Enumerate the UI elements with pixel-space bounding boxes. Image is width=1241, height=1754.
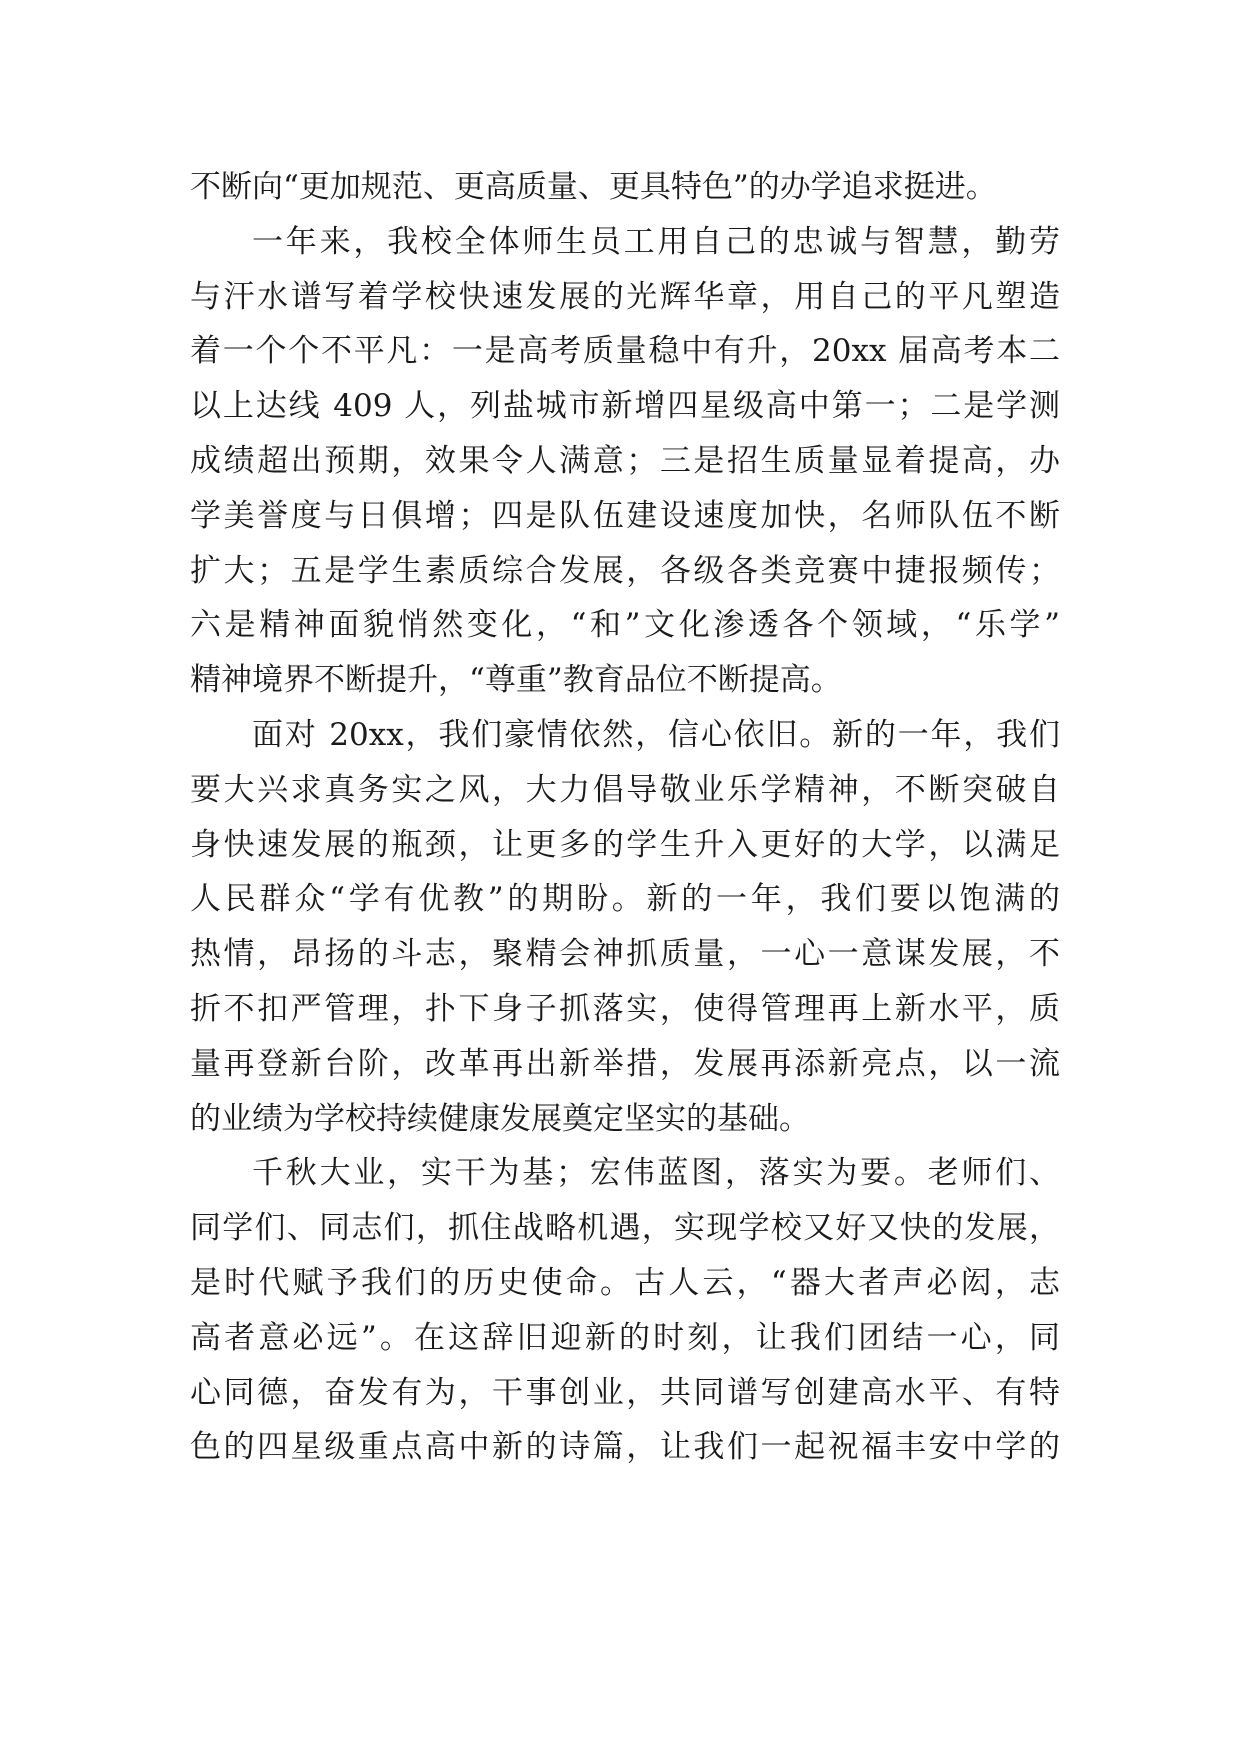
paragraph-line: 千秋大业，实干为基；宏伟蓝图，落实为要。老师们、 (252, 1155, 1060, 1192)
paragraph-line: 身快速发展的瓶颈，让更多的学生升入更好的大学，以满足 (190, 826, 1060, 863)
paragraph-line: 人民群众“学有优教”的期盼。新的一年，我们要以饱满的 (190, 881, 1060, 918)
paragraph-line: 面对 20xx，我们豪情依然，信心依旧。新的一年，我们 (252, 716, 1060, 753)
paragraph-line: 高者意必远”。在这辞旧迎新的时刻，让我们团结一心，同 (190, 1319, 1060, 1356)
paragraph-line: 学美誉度与日俱增；四是队伍建设速度加快，名师队伍不断 (190, 497, 1060, 534)
paragraph-line: 量再登新台阶，改革再出新举措，发展再添新亮点，以一流 (190, 1045, 1060, 1082)
paragraph-line: 着一个个不平凡：一是高考质量稳中有升，20xx 届高考本二 (190, 333, 1060, 370)
paragraph-line: 折不扣严管理，扑下身子抓落实，使得管理再上新水平，质 (190, 990, 1060, 1027)
document-body (190, 160, 1060, 1475)
paragraph-line: 同学们、同志们，抓住战略机遇，实现学校又好又快的发展， (190, 1210, 1060, 1247)
paragraph-line: 要大兴求真务实之风，大力倡导敬业乐学精神，不断突破自 (190, 771, 1060, 808)
paragraph-line: 热情，昂扬的斗志，聚精会神抓质量，一心一意谋发展，不 (190, 936, 1060, 973)
paragraph-line: 心同德，奋发有为，干事创业，共同谱写创建高水平、有特 (190, 1374, 1060, 1411)
paragraph-line: 的业绩为学校持续健康发展奠定坚实的基础。 (190, 1100, 810, 1137)
paragraph-line: 一年来，我校全体师生员工用自己的忠诚与智慧，勤劳 (252, 223, 1060, 260)
paragraph-line: 六是精神面貌悄然变化，“和”文化渗透各个领域，“乐学” (190, 607, 1060, 644)
paragraph-line: 成绩超出预期，效果令人满意；三是招生质量显着提高，办 (190, 442, 1060, 479)
paragraph-line: 与汗水谱写着学校快速发展的光辉华章，用自己的平凡塑造 (190, 278, 1060, 315)
paragraph-line: 色的四星级重点高中新的诗篇，让我们一起祝福丰安中学的 (190, 1429, 1060, 1466)
paragraph-line: 以上达线 409 人，列盐城市新增四星级高中第一；二是学测 (190, 388, 1060, 425)
paragraph-line: 是时代赋予我们的历史使命。古人云，“器大者声必闳，志 (190, 1264, 1060, 1301)
paragraph-line: 扩大；五是学生素质综合发展，各级各类竞赛中捷报频传； (190, 552, 1060, 589)
paragraph-line: 精神境界不断提升，“尊重”教育品位不断提高。 (190, 662, 842, 699)
paragraph-line: 不断向“更加规范、更高质量、更具特色”的办学追求挺进。 (190, 169, 997, 205)
